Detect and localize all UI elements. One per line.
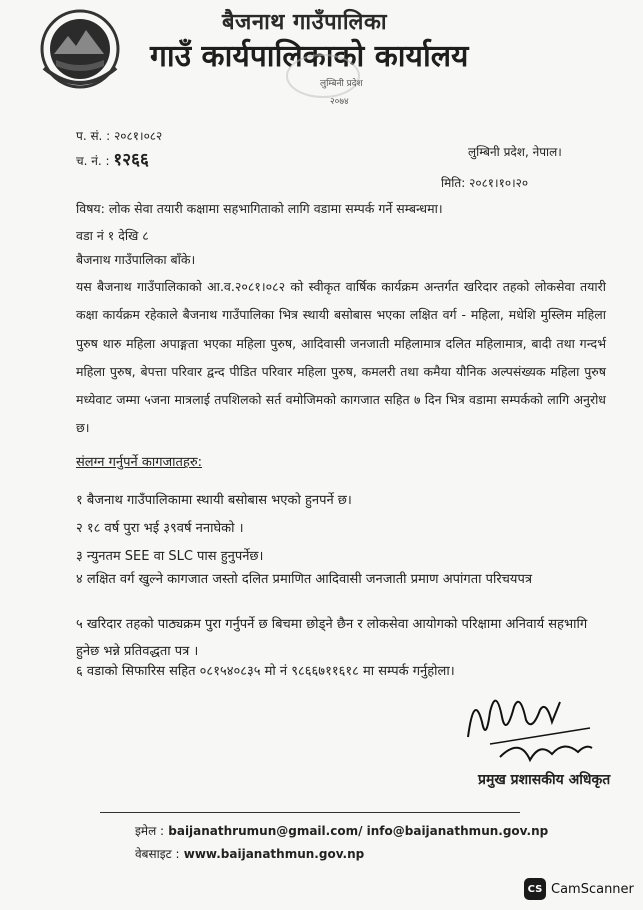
letter-body: यस बैजनाथ गाउँपालिकाको आ.व.२०८१।०८२ को स्वीकृत वार्षिक कार्यक्रम अन्तर्गत खरिदार तहको लोकसेवा तयारी कक्षा कार्यक्रम रहेकाले बैजनाथ गाउँपालिका भित्र स्थायी बसोबास भएका लक्षित वर्ग - महिला, मधेशि मुस्लिम महिला पुरुष थारु महिला अपाङ्गता भएका महिला पुरुष, आदिवासी जनजाती महिलामात्र दलित महिलामात्र, बादी तथा गन्दर्भ महिला पुरुष, बेपत्ता परिवार द्वन्द पीडित परिवार महिला पुरुष, कमलरी तथा कमैया यौनिक अल्पसंख्यक महिला पुरुष मध्येवाट जम्मा ५जना मात्रलाई तपशिलको सर्त वमोजिमको कागजात सहित ७ दिन भित्र वडामा सम्पर्कको लागि अनुरोध छ।: [76, 279, 606, 436]
seal-text-province: लुम्बिनी प्रदेश: [320, 79, 363, 89]
municipality-name: बैजनाथ गाउँपालिका: [222, 10, 388, 35]
camscanner-logo-icon: CS: [524, 878, 546, 900]
attachment-item: ६ वडाको सिफारिस सहित ०८१५४०८३५ मो नं ९८६६७११६१८ मा सम्पर्क गर्नुहोला।: [76, 664, 455, 679]
attachments-heading: संलग्न गर्नुपर्ने कागजातहरु:: [76, 455, 203, 470]
ps-label: प. सं. :: [76, 129, 111, 143]
attachment-item: २ १८ वर्ष पुरा भई ३९वर्ष ननाघेको ।: [76, 521, 244, 536]
recipient-line-2: बैजनाथ गाउँपालिका बाँके।: [76, 252, 196, 267]
cn-value: १२६६: [113, 150, 149, 170]
footer-website: [135, 845, 364, 862]
recipient-line-1: वडा नं १ देखि ८: [76, 228, 149, 243]
website-label: वेबसाइट :: [135, 847, 180, 861]
handwritten-signature: [460, 682, 600, 772]
dispatch-number: [76, 147, 149, 170]
email-label: इमेल :: [135, 824, 165, 838]
signer-title: प्रमुख प्रशासकीय अधिकृत: [478, 772, 611, 788]
website-value: www.baijanathmun.gov.np: [183, 847, 365, 861]
cn-label: च. नं. :: [76, 154, 110, 168]
letter-date: मिति: २०८१।१०।२०: [441, 176, 529, 190]
ps-value: २०८१।०८२: [114, 129, 163, 143]
letter-subject: विषय: लोक सेवा तयारी कक्षामा सहभागिताको लागि वडामा सम्पर्क गर्ने सम्बन्धमा।: [76, 201, 443, 216]
office-name: गाउँ कार्यपालिकाको कार्यालय: [150, 39, 469, 74]
footer-divider: [100, 812, 520, 813]
attachment-item: ४ लक्षित वर्ग खुल्ने कागजात जस्तो दलित प्रमाणित आदिवासी जनजाती प्रमाण अपांगता परिचयपत्र: [76, 572, 533, 587]
office-address: लुम्बिनी प्रदेश, नेपाल।: [468, 145, 562, 159]
attachment-item: १ बैजनाथ गाउँपालिकामा स्थायी बसोबास भएको हुनपर्ने छ।: [76, 493, 352, 508]
reference-number: [76, 127, 162, 144]
camscanner-brand: CamScanner: [551, 881, 634, 897]
footer-email: [135, 822, 548, 839]
attachment-item: ३ न्युनतम SEE वा SLC पास हुनुपर्नेछ।: [76, 549, 264, 564]
camscanner-watermark: [524, 878, 634, 900]
seal-text-year: २०७४: [330, 97, 349, 107]
nepal-government-emblem-icon: [34, 8, 126, 90]
email-value: baijanathrumun@gmail.com/ info@baijanathmun.gov.np: [168, 824, 549, 838]
attachment-item: ५ खरिदार तहको पाठ्यक्रम पुरा गर्नुपर्ने छ बिचमा छोड्ने छैन र लोकसेवा आयोगको परिक्षामा अनिवार्य सहभागि हुनेछ भन्ने प्रतिवद्धता पत्र ।: [76, 617, 588, 659]
